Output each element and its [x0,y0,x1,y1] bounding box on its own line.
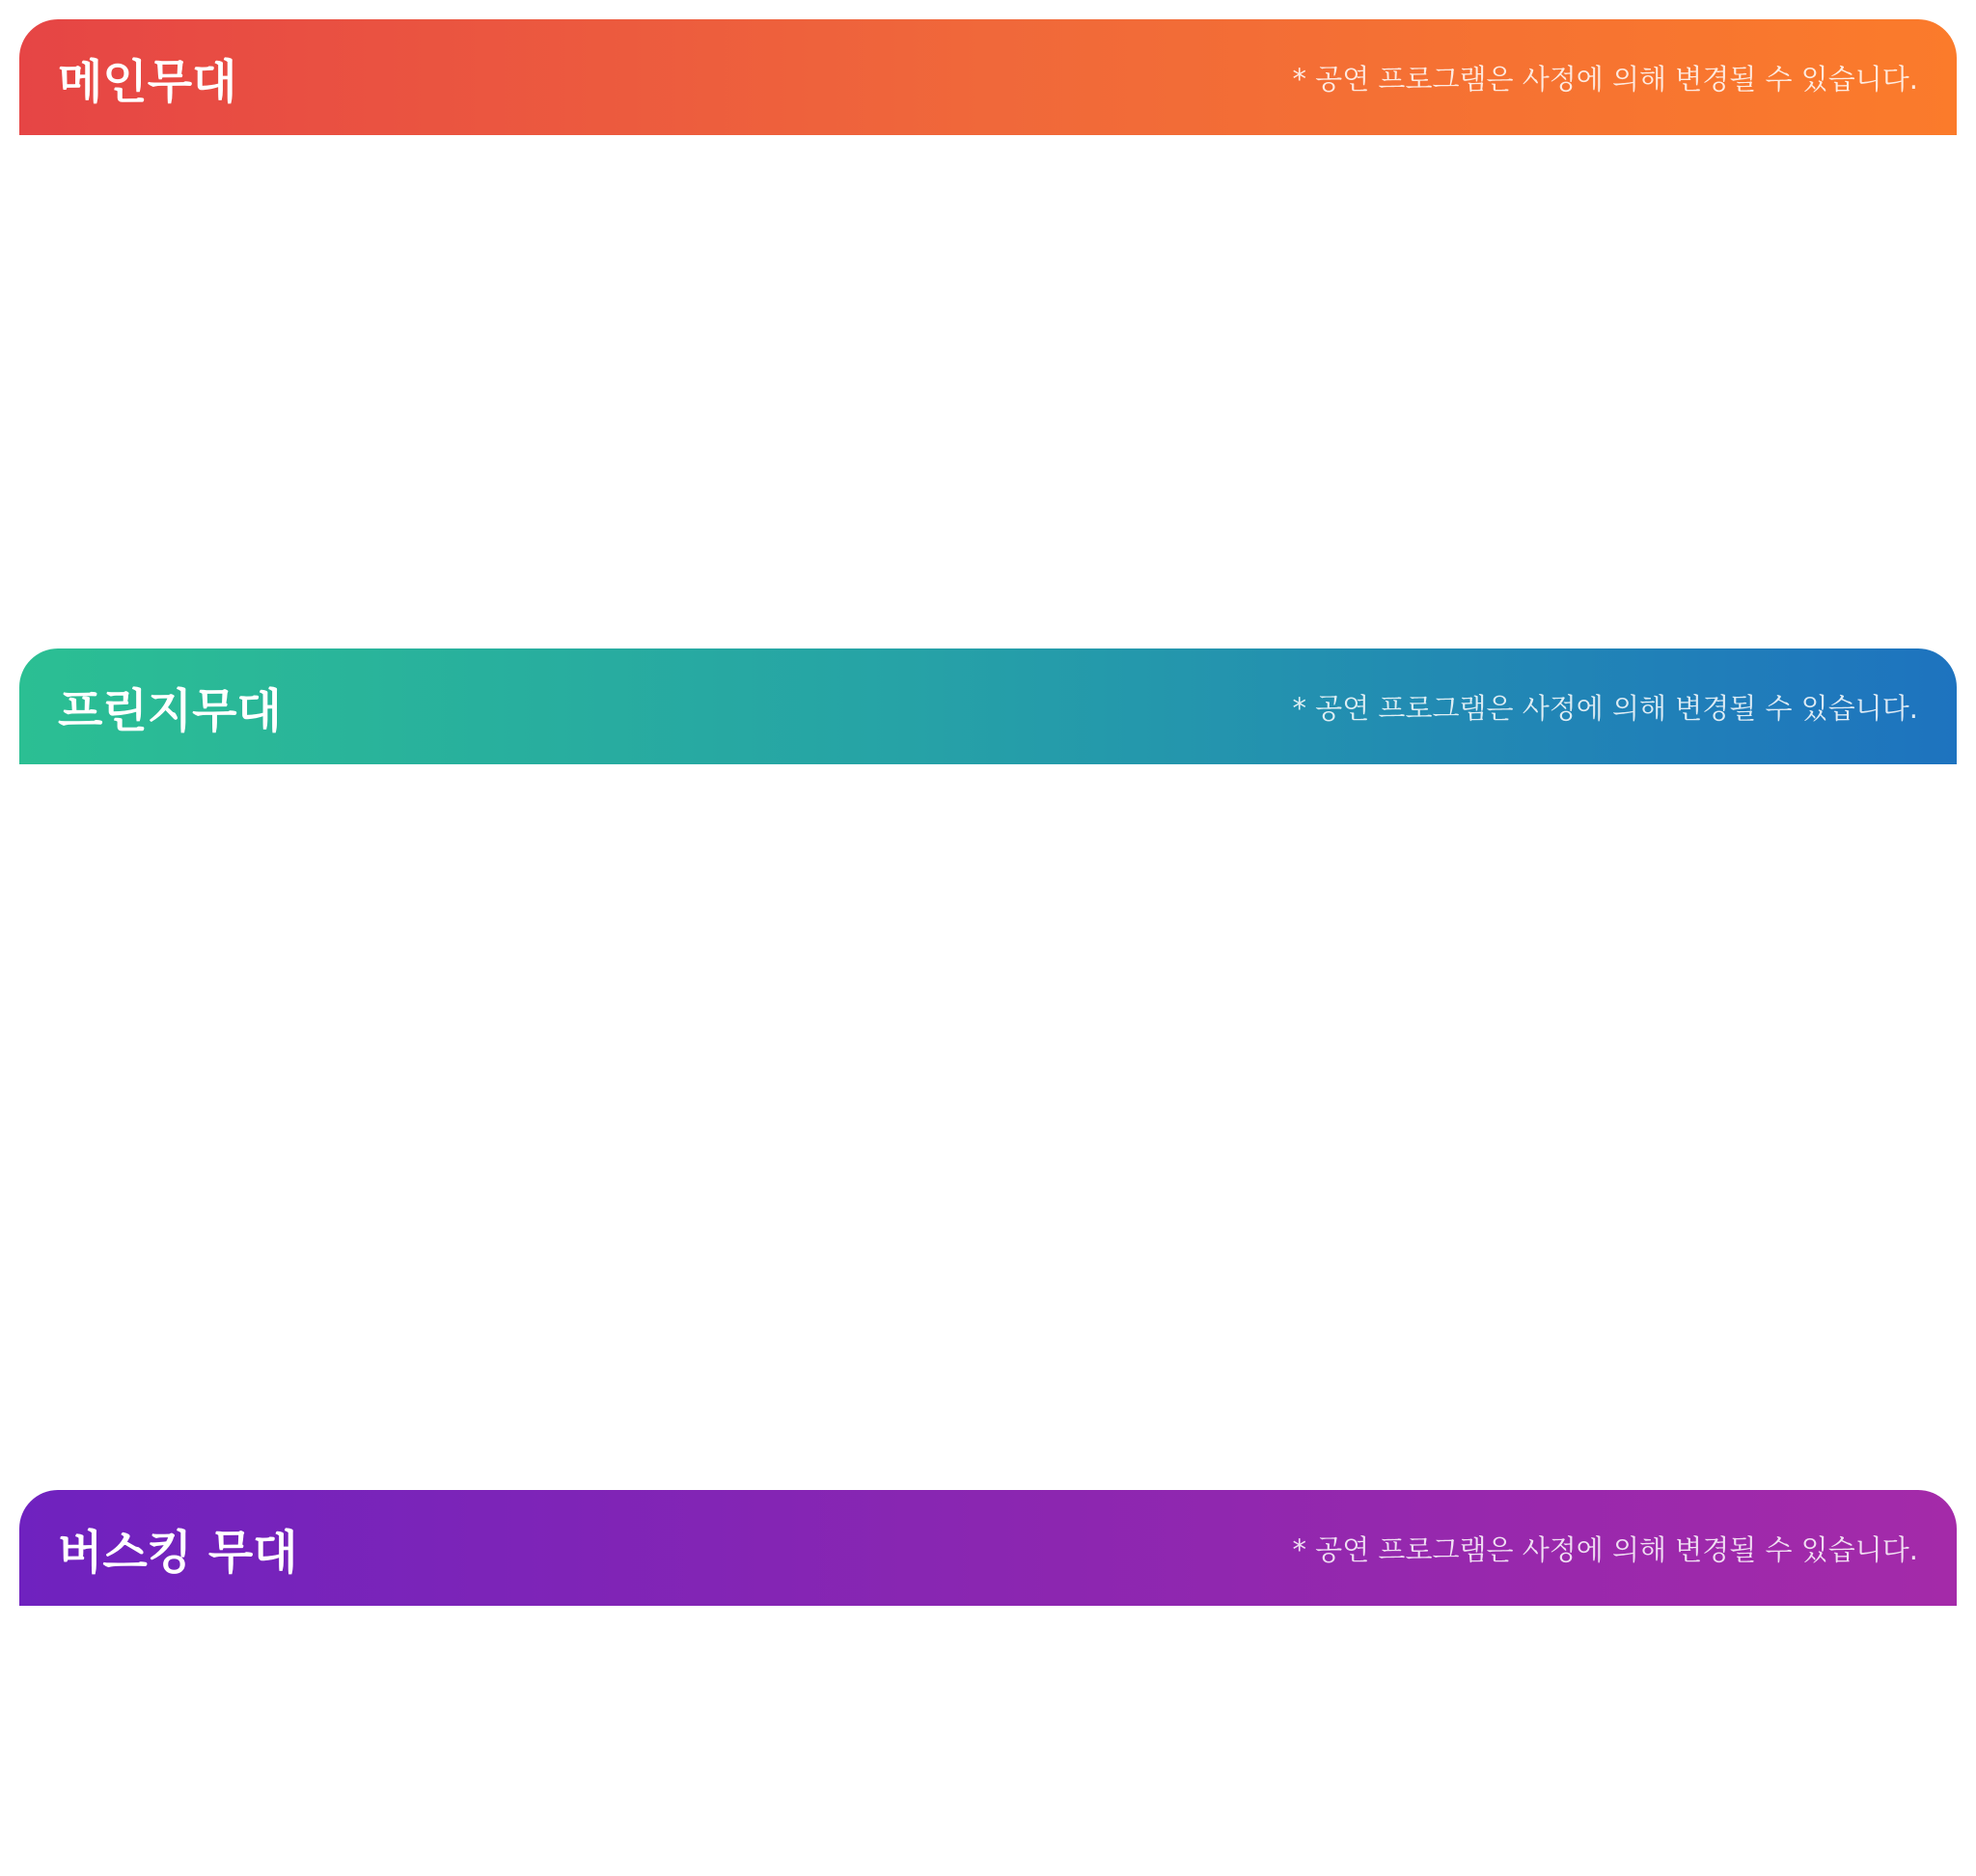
busking-stage-content [19,1606,1957,1876]
main-stage-title: 메인무대 [58,54,237,109]
busking-stage-title: 버스킹 무대 [58,1525,298,1580]
main-stage-content [19,135,1957,648]
fringe-stage-header [19,648,1957,764]
busking-stage-notice: * 공연 프로그램은 사정에 의해 변경될 수 있습니다. [1292,1532,1918,1566]
main-stage-header [19,19,1957,135]
fringe-stage-content [19,764,1957,1490]
fringe-stage-title: 프린지무대 [58,683,282,738]
busking-stage-header [19,1490,1957,1606]
fringe-stage-notice: * 공연 프로그램은 사정에 의해 변경될 수 있습니다. [1292,691,1918,725]
main-stage-notice: * 공연 프로그램은 사정에 의해 변경될 수 있습니다. [1292,62,1918,96]
